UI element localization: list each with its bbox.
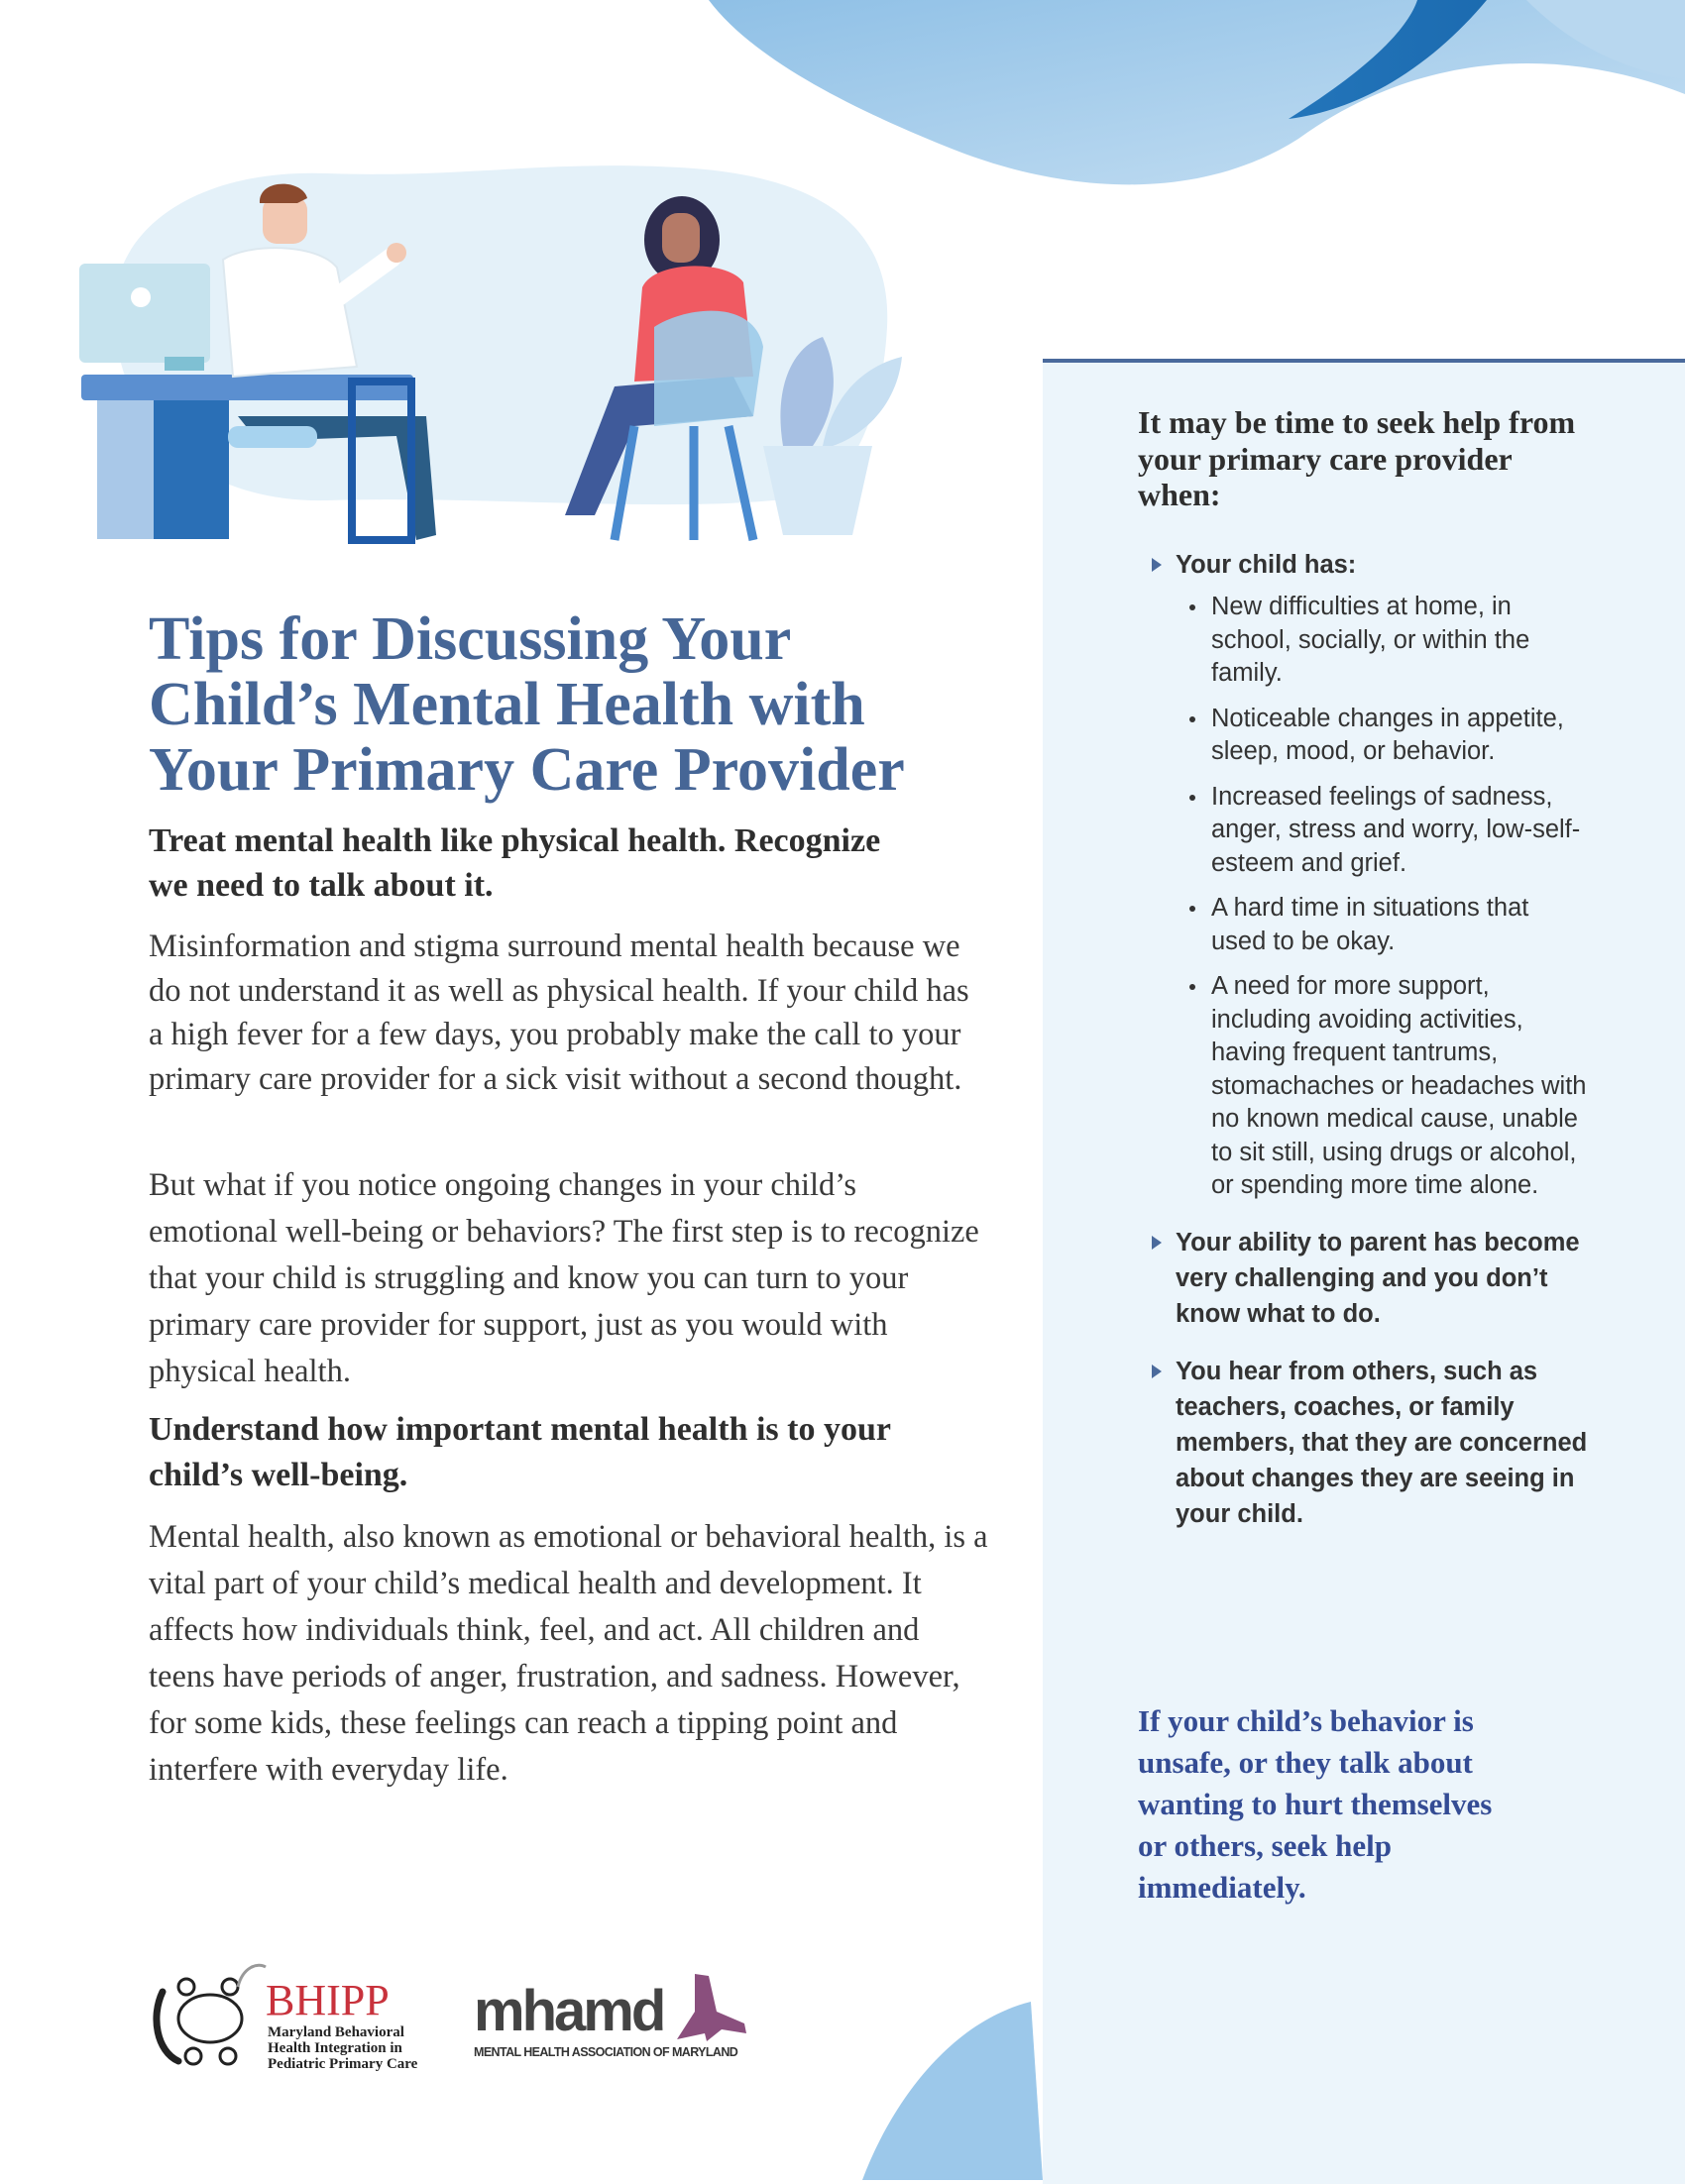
bhipp-tagline-line: Health Integration in [268, 2040, 402, 2056]
sub-list-item [1176, 703, 1588, 769]
section2-paragraph: Mental health, also known as emotional or behavioral health, is a vital part of your child’s medical health and development. It affects how individuals think, feel, and act. All children and teens have periods of anger, frustration, and sadness. However, for some kids, these feelings can reach a tipping point and interfere with everyday life. [149, 1519, 988, 1788]
title-line: Your Primary Care Provider [149, 736, 905, 804]
section1-paragraph: But what if you notice ongoing changes in your child’s emotional well-being or behaviors? The first step is to recognize that your child is struggling and know you can turn to your primary care provider for support, just as you would with physical health. [149, 1167, 979, 1389]
sidebar-list [1152, 547, 1588, 1554]
list-item [1152, 1354, 1588, 1532]
mhamd-logo [474, 1972, 756, 2071]
bullet-icon [1189, 604, 1195, 610]
bullet-icon [1189, 795, 1195, 801]
sub-list-item [1176, 892, 1588, 958]
list-item-label: You hear from others, such as teachers, coaches, or family members, that they are concerned about changes they are seeing in your child. [1176, 1357, 1588, 1528]
triangle-bullet-icon [1152, 1365, 1162, 1378]
sub-list-item [1176, 781, 1588, 881]
list-item [1152, 1225, 1588, 1332]
sub-list-item [1176, 591, 1588, 691]
list-item [1152, 547, 1588, 1203]
section1-heading: Treat mental health like physical health. Recognize we need to talk about it. [149, 822, 881, 904]
page-title [149, 606, 1041, 803]
crab-phone-icon [149, 1957, 268, 2076]
title-line: Child’s Mental Health with [149, 671, 865, 738]
safety-callout: If your child’s behavior is unsafe, or they talk about wanting to hurt themselves or others, seek help immediately. [1138, 1703, 1493, 1905]
bullet-icon [1189, 906, 1195, 912]
sub-list-item-text: A need for more support, including avoiding activities, having frequent tantrums, stomachaches or headaches with no known medical cause, unable to sit still, using drugs or alcohol, or spending more time alone. [1211, 972, 1587, 1199]
maryland-map-icon [667, 1972, 756, 2051]
triangle-bullet-icon [1152, 1236, 1162, 1250]
sub-list-item-text: Noticeable changes in appetite, sleep, mood, or behavior. [1211, 704, 1564, 765]
bhipp-wordmark: BHIPP [266, 1976, 390, 2024]
sub-list-item [1176, 970, 1588, 1203]
bhipp-logo [149, 1957, 446, 2076]
bhipp-tagline-line: Pediatric Primary Care [268, 2056, 418, 2072]
sidebar-heading: It may be time to seek help from your primary care provider when: [1138, 404, 1576, 512]
bullet-icon [1189, 716, 1195, 722]
list-item-label: Your ability to parent has become very challenging and you don’t know what to do. [1176, 1228, 1580, 1328]
sub-list-item-text: A hard time in situations that used to be okay. [1211, 894, 1529, 955]
sub-list-item-text: Increased feelings of sadness, anger, stress and worry, low-self-esteem and grief. [1211, 782, 1581, 877]
mhamd-tagline: MENTAL HEALTH ASSOCIATION OF MARYLAND [474, 2045, 738, 2059]
title-line: Tips for Discussing Your [149, 605, 792, 673]
mhamd-wordmark: mhamd [474, 1979, 664, 2043]
sub-list-item-text: New difficulties at home, in school, socially, or within the family. [1211, 593, 1530, 687]
bhipp-tagline-line: Maryland Behavioral [268, 2024, 404, 2040]
list-item-label: Your child has: [1176, 551, 1357, 579]
triangle-bullet-icon [1152, 558, 1162, 572]
bullet-icon [1189, 984, 1195, 990]
sub-list [1176, 591, 1588, 1203]
bhipp-tagline [268, 2024, 417, 2072]
section2-heading: Understand how important mental health is to your child’s well-being. [149, 1411, 891, 1493]
section1-paragraph: Misinformation and stigma surround mental health because we do not understand it as well as physical health. If your child has a high fever for a few days, you probably make the call to your primary care provider for a sick visit without a second thought. [149, 928, 969, 1097]
